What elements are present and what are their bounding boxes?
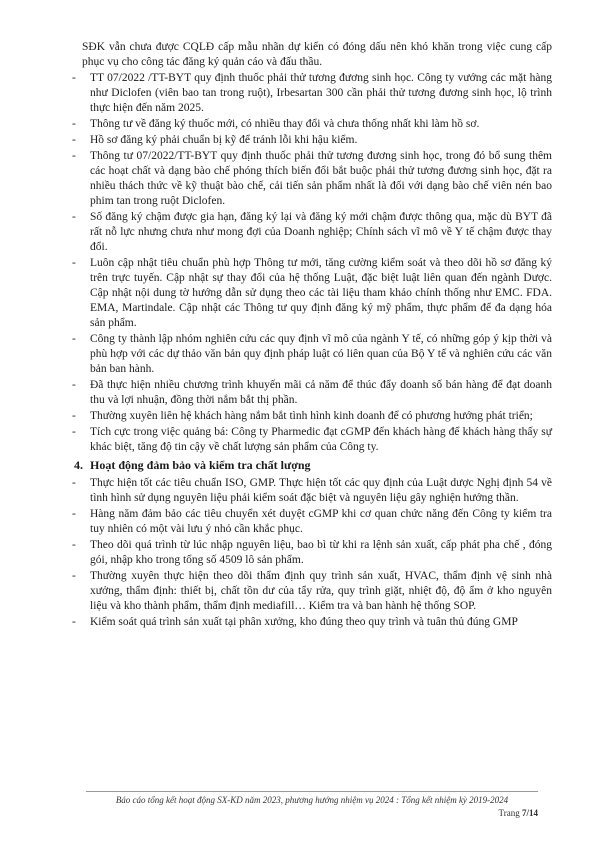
list-item: [72, 256, 552, 331]
page-number: [86, 807, 538, 819]
bullet-list-constraints: [74, 71, 552, 455]
list-item-text: Thường xuyên thực hiện theo dõi thẩm định quy trình sản xuất, HVAC, thẩm định vệ sinh nhà xưởng, thẩm định: thiết bị, chất tồn dư của tẩy rửa, quy trình giặt, nhiệt độ, độ ẩm ở kho nguyên liệu và kho thành phẩm, thẩm định mediafill… Kiểm tra và ban hành hệ thống SOP.: [90, 570, 552, 612]
dash-bullet-icon: -: [72, 257, 76, 269]
dash-bullet-icon: -: [72, 426, 76, 438]
dash-bullet-icon: -: [72, 72, 76, 84]
list-item: [72, 332, 552, 377]
dash-bullet-icon: -: [72, 508, 76, 520]
list-item-text: Hàng năm đảm bảo các tiêu chuyển xét duyệt cGMP khi cơ quan chức năng đến Công ty kiểm tra tuy nhiên có một vài lưu ý nhỏ cần khắc phục.: [90, 508, 552, 535]
dash-bullet-icon: -: [72, 379, 76, 391]
dash-bullet-icon: -: [72, 211, 76, 223]
list-item-text: Hồ sơ đăng ký phải chuẩn bị kỹ để tránh lỗi khi hậu kiểm.: [90, 134, 358, 146]
list-item: [72, 615, 552, 630]
dash-bullet-icon: -: [72, 333, 76, 345]
dash-bullet-icon: -: [72, 118, 76, 130]
list-item: [72, 133, 552, 148]
list-item-text: Kiểm soát quá trình sản xuất tại phân xưởng, kho đúng theo quy trình và tuân thủ đúng GMP: [90, 616, 518, 628]
list-item-text: Thông tư về đăng ký thuốc mới, có nhiều thay đổi và chưa thống nhất khi làm hồ sơ.: [90, 118, 480, 130]
list-item-text: Thực hiện tốt các tiêu chuẩn ISO, GMP. Thực hiện tốt các quy định của Luật dược Nghị định 54 về tình hình sử dụng nguyên liệu phải kiểm soát đặc biệt và nguyên liệu gây nghiện hướng thần.: [90, 477, 552, 504]
list-item: [72, 378, 552, 408]
page-footer: [86, 791, 538, 819]
list-item: [72, 507, 552, 537]
list-item: [72, 425, 552, 455]
section-title: Hoạt động đảm bảo và kiểm tra chất lượng: [90, 458, 311, 472]
document-body: [74, 40, 552, 631]
page-number-value: 7/14: [521, 808, 538, 818]
list-item: [72, 476, 552, 506]
list-item: [72, 149, 552, 209]
list-item: [72, 117, 552, 132]
list-item-text: Thông tư 07/2022/TT-BYT quy định thuốc phải thử tương đương sinh học, trong đó bổ sung thêm các hoạt chất và dạng bào chế phóng thích biến đổi bắt buộc phải thử tương đương sinh học, đặt ra nhiều thách thức về kỹ thuật bào chế, cải tiến sản phẩm nhất là đối với dạng bào chế viên nén bao phim tan trong ruột Diclofen.: [90, 150, 552, 207]
list-item-text: Công ty thành lập nhóm nghiên cứu các quy định vĩ mô của ngành Y tế, có những góp ý kịp thời và phù hợp với các dự thảo văn bản quy định pháp luật có liên quan của Bộ Y tế và nghiên cứu các văn bản ban hành.: [90, 333, 552, 375]
intro-paragraph: SĐK vẫn chưa được CQLĐ cấp mẫu nhãn dự kiến có đóng dấu nên khó khăn trong việc cung cấp phục vụ cho công tác đăng ký quản cáo và đấu thầu.: [82, 41, 552, 68]
dash-bullet-icon: -: [72, 570, 76, 582]
list-item-text: Theo dõi quá trình từ lúc nhập nguyên liệu, bao bì từ khi ra lệnh sản xuất, cấp phát pha chế , đóng gói, nhập kho trong tổng số 4509 lô sản phẩm.: [90, 539, 552, 566]
list-item: [72, 409, 552, 424]
list-item-text: TT 07/2022 /TT-BYT quy định thuốc phải thử tương đương sinh học. Công ty vướng các mặt hàng như Diclofen (viên bao tan trong ruột), Irbesartan 300 cần phải thử tương đương sinh học, lộ trình thực hiện đến năm 2025.: [90, 72, 552, 114]
dash-bullet-icon: -: [72, 616, 76, 628]
bullet-list-quality: [74, 476, 552, 630]
list-item: [72, 538, 552, 568]
list-item-text: Số đăng ký chậm được gia hạn, đăng ký lại và đăng ký mới chậm được thông qua, mặc dù BYT đã rất nỗ lực nhưng chưa như mong đợi của Doanh nghiệp; Chính sách vĩ mô về Y tế chậm được thay đổi.: [90, 211, 552, 253]
dash-bullet-icon: -: [72, 410, 76, 422]
dash-bullet-icon: -: [72, 539, 76, 551]
list-item-text: Luôn cập nhật tiêu chuẩn phù hợp Thông tư mới, tăng cường kiểm soát và theo dõi hồ sơ đăng ký trên trực tuyến. Cập nhật sự thay đổi của hệ thống Luật, đặc biệt luật liên quan đến ngành Dược. Cập nhật nội dung tờ hướng dẫn sử dụng theo các tài liệu tham khảo chính thống như EMC. FDA. EMA, Martindale. Cập nhật các Thông tư quy định đăng ký mỹ phẩm, thực phẩm để đa dạng hóa sản phẩm.: [90, 257, 552, 329]
list-item-text: Đã thực hiện nhiều chương trình khuyến mãi cả năm để thúc đẩy doanh số bán hàng để đạt doanh thu và lợi nhuận, đồng thời nắm bắt thị phần.: [90, 379, 552, 406]
list-item: [72, 210, 552, 255]
list-item-text: Thường xuyên liên hệ khách hàng nắm bắt tình hình kinh doanh để có phương hướng phát triển;: [90, 410, 533, 422]
list-item: [72, 569, 552, 614]
dash-bullet-icon: -: [72, 134, 76, 146]
dash-bullet-icon: -: [72, 477, 76, 489]
footer-text: Báo cáo tổng kết hoạt động SX-KD năm 2023, phương hướng nhiệm vụ 2024 : Tổng kết nhiệm kỳ 2019-2024: [86, 791, 538, 806]
section-number: 4.: [74, 458, 83, 472]
list-item-text: Tích cực trong việc quảng bá: Công ty Pharmedic đạt cGMP đến khách hàng để khách hàng thấy sự khác biệt, tăng độ tin cậy về chất lượng sản phẩm của Công ty.: [90, 426, 552, 453]
page-prefix: Trang: [498, 808, 522, 818]
list-item: [72, 71, 552, 116]
section-heading: [74, 458, 552, 473]
dash-bullet-icon: -: [72, 150, 76, 162]
